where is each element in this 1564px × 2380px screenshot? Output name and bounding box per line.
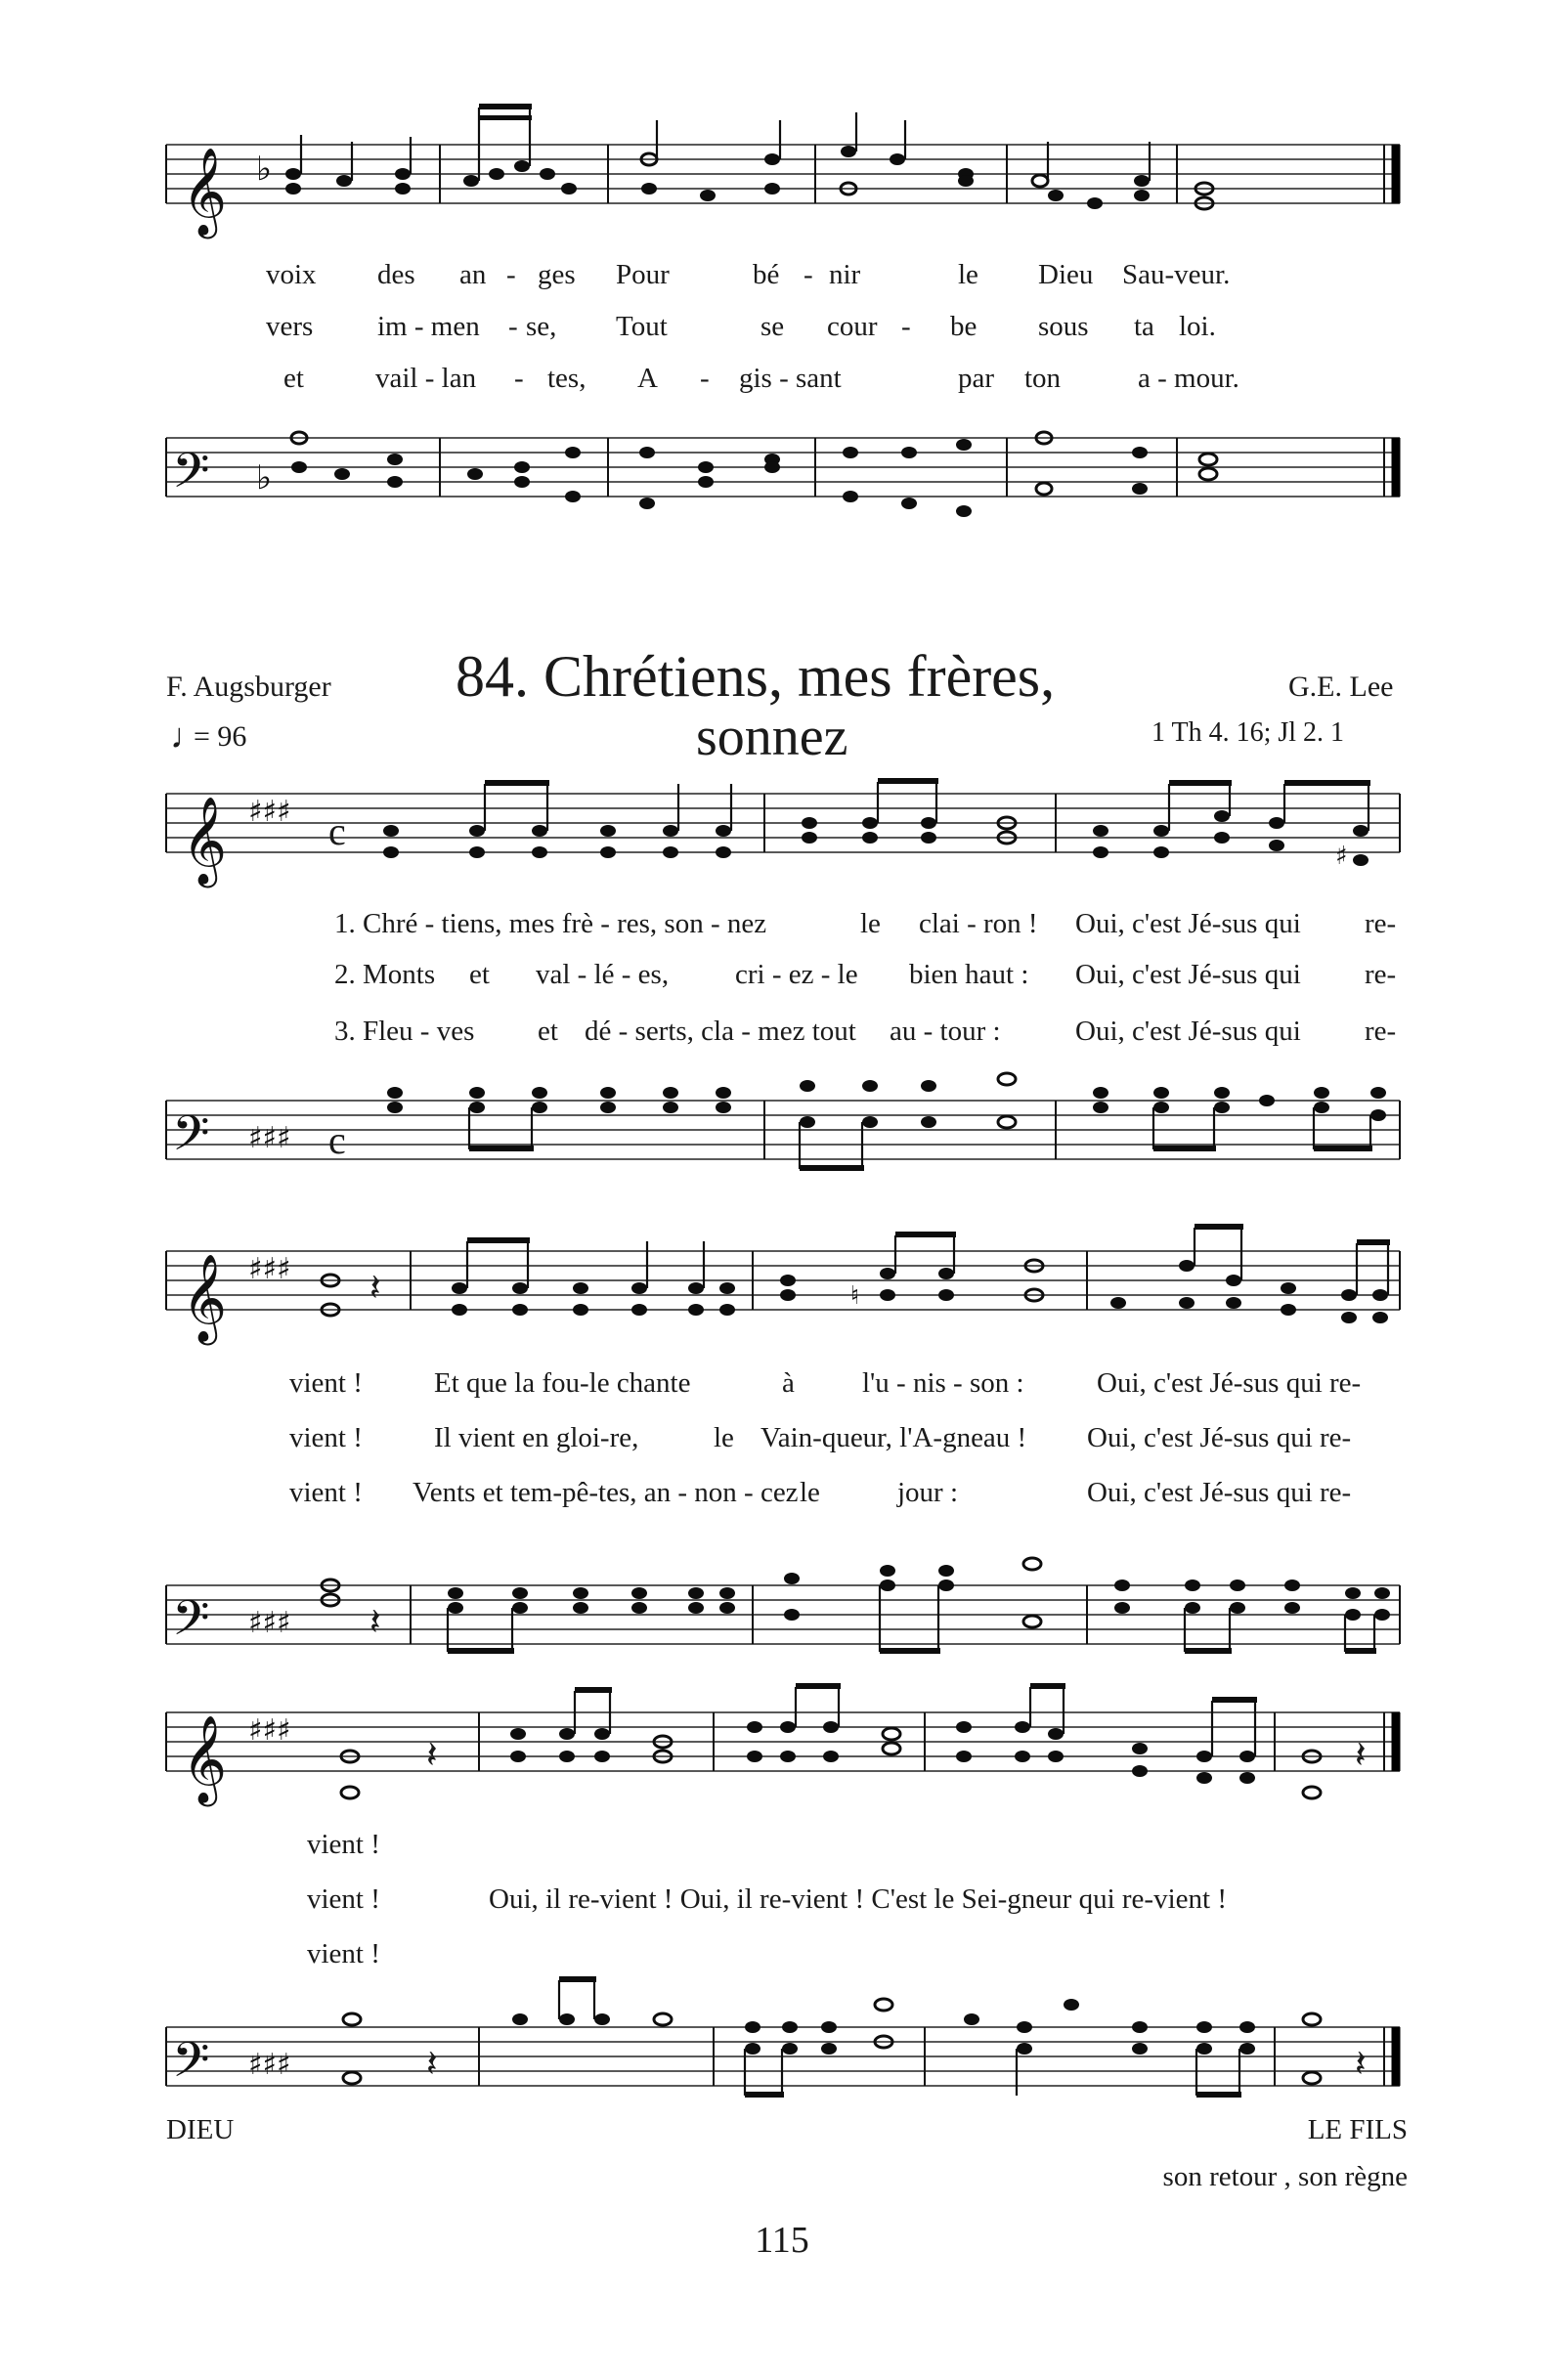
prev-lyric-2: [266, 311, 1216, 342]
lyric-syllable: vient !: [289, 1367, 363, 1399]
lyric-syllable: vers: [266, 311, 314, 342]
lyric-syllable: Sau-veur.: [1122, 259, 1231, 290]
common-time-icon: c: [328, 809, 346, 853]
lyric-syllable: 1. Chré - tiens, mes frè - res, son - nez: [334, 908, 767, 939]
lyric-syllable: Oui, c'est Jé-sus qui re-: [1087, 1477, 1352, 1508]
s2-bass-notes: [322, 1558, 1390, 1654]
lyric-syllable: des: [377, 259, 415, 290]
flat-icon: ♭: [256, 458, 273, 498]
composer-credit: F. Augsburger: [166, 671, 331, 703]
lyric-syllable: val - lé - es,: [536, 959, 670, 990]
page-number: 115: [755, 2220, 809, 2261]
lyric-syllable: l'u - nis - son :: [862, 1367, 1024, 1399]
lyric-syllable: Il vient en gloi-re,: [434, 1422, 639, 1453]
key-signature-sharps: ♯♯♯: [248, 1606, 291, 1640]
author-credit: G.E. Lee: [1288, 671, 1394, 703]
lyric-syllable: le: [860, 908, 881, 939]
lyric-syllable: -: [901, 311, 911, 342]
lyric-syllable: se: [760, 311, 785, 342]
lyric-syllable: -: [514, 363, 524, 394]
lyric-syllable: le: [714, 1422, 734, 1453]
lyric-syllable: Oui, c'est Jé-sus qui: [1075, 1016, 1301, 1047]
lyric-syllable: Oui, c'est Jé-sus qui: [1075, 959, 1301, 990]
lyric-syllable: et: [538, 1016, 558, 1047]
lyric-syllable: re-: [1365, 1016, 1397, 1047]
key-signature-sharps: ♯♯♯: [248, 1252, 291, 1286]
category-left: DIEU: [166, 2114, 235, 2145]
lyric-syllable: Oui, c'est Jé-sus qui re-: [1097, 1367, 1362, 1399]
bass-clef-icon: 𝄢: [172, 1590, 210, 1659]
lyric-syllable: 3. Fleu - ves: [334, 1016, 475, 1047]
lyric-syllable: et: [283, 363, 304, 394]
prev-bass-staff: [166, 438, 1400, 497]
lyric-syllable: se,: [526, 311, 557, 342]
s1-lyric-verse-2: [334, 959, 1396, 990]
s2-lyric-verse-1: [289, 1367, 1361, 1399]
common-time-icon: c: [328, 1118, 346, 1162]
lyric-syllable: a - mour.: [1138, 363, 1239, 394]
treble-clef-icon: 𝄞: [182, 1715, 228, 1803]
lyric-syllable: -: [804, 259, 813, 290]
prev-bass-notes: [291, 432, 1217, 517]
lyric-syllable: -: [508, 311, 518, 342]
lyric-syllable: Oui, c'est Jé-sus qui re-: [1087, 1422, 1352, 1453]
lyric-syllable: be: [950, 311, 978, 342]
lyric-syllable: Vain-queur, l'A-gneau !: [760, 1422, 1027, 1453]
lyric-syllable: Vents et tem-pê-tes, an - non - cez: [413, 1477, 799, 1508]
lyric-syllable: re-: [1365, 959, 1397, 990]
lyric-syllable: gis - sant: [739, 363, 842, 394]
lyric-syllable: nir: [829, 259, 861, 290]
s3-vient-1: vient !: [307, 1829, 380, 1860]
bass-clef-icon: 𝄢: [172, 443, 210, 511]
lyric-syllable: 2. Monts: [334, 959, 436, 990]
quarter-rest-icon: 𝄽: [369, 1268, 381, 1309]
lyric-syllable: loi.: [1179, 311, 1216, 342]
hymn-title: 84. Chrétiens, mes frères,: [456, 644, 1056, 709]
lyric-syllable: vient !: [289, 1422, 363, 1453]
lyric-syllable: Et que la fou-le chante: [434, 1367, 691, 1399]
s2-lyrics: [289, 1367, 1361, 1508]
hymn-title-line2: sonnez: [696, 707, 848, 767]
lyric-syllable: Tout: [616, 311, 668, 342]
lyric-syllable: Dieu: [1038, 259, 1094, 290]
category-right: LE FILS: [1307, 2114, 1408, 2145]
lyric-syllable: an: [459, 259, 487, 290]
s3-treble-notes: [341, 1683, 1321, 1798]
s3-bass-notes: [343, 1976, 1321, 2098]
lyric-syllable: re-: [1365, 908, 1397, 939]
lyric-syllable: vient !: [289, 1477, 363, 1508]
flat-icon: ♭: [256, 150, 273, 189]
lyric-syllable: ges: [538, 259, 576, 290]
lyric-syllable: le: [800, 1477, 820, 1508]
quarter-rest-icon: 𝄽: [1355, 2044, 1367, 2085]
quarter-rest-icon: 𝄽: [1355, 1735, 1367, 1776]
lyric-syllable: Pour: [616, 259, 670, 290]
quarter-note-icon: ♩: [170, 716, 205, 756]
lyric-syllable: ton: [1024, 363, 1062, 394]
quarter-rest-icon: 𝄽: [426, 1735, 438, 1776]
s3-vient-2: vient !: [307, 1883, 380, 1915]
lyric-syllable: dé - serts, cla - mez tout: [585, 1016, 856, 1047]
s2-lyric-verse-3: [289, 1477, 1351, 1508]
treble-clef-icon: 𝄞: [182, 1254, 228, 1342]
s1-bass-notes: [387, 1073, 1386, 1171]
s3-refrain: Oui, il re-vient ! Oui, il re-vient ! C'est le Sei-gneur qui re-vient !: [489, 1883, 1227, 1915]
lyric-syllable: et: [469, 959, 490, 990]
lyric-syllable: sous: [1038, 311, 1089, 342]
lyric-syllable: cour: [827, 311, 878, 342]
s3-lyrics: [307, 1829, 1227, 1969]
key-signature-sharps: ♯♯♯: [248, 795, 291, 829]
lyric-syllable: clai - ron !: [919, 908, 1038, 939]
lyric-syllable: -: [700, 363, 710, 394]
lyric-syllable: par: [958, 363, 995, 394]
subcategory-right: son retour , son règne: [1162, 2161, 1408, 2192]
quarter-rest-icon: 𝄽: [369, 1602, 381, 1643]
key-signature-sharps: ♯♯♯: [248, 2048, 291, 2082]
lyric-syllable: A: [637, 363, 658, 394]
key-signature-sharps: ♯♯♯: [248, 1121, 291, 1155]
tempo-marking: = 96: [194, 720, 247, 753]
s1-lyrics: [334, 908, 1396, 1047]
lyric-syllable: -: [506, 259, 516, 290]
s2-bass-staff: [166, 1585, 1400, 1644]
lyric-syllable: vail - lan: [375, 363, 477, 394]
s3-vient-3: vient !: [307, 1938, 380, 1969]
lyric-syllable: Oui, c'est Jé-sus qui: [1075, 908, 1301, 939]
key-signature-sharps: ♯♯♯: [248, 1713, 291, 1748]
natural-icon: ♮: [850, 1281, 860, 1311]
lyric-syllable: tes,: [547, 363, 586, 394]
lyric-syllable: ta: [1134, 311, 1154, 342]
prev-lyric-3: [283, 363, 1239, 394]
lyric-syllable: le: [958, 259, 978, 290]
bass-clef-icon: 𝄢: [172, 2032, 210, 2100]
lyric-syllable: im - men: [377, 311, 480, 342]
s1-lyric-verse-3: [334, 1016, 1396, 1047]
prev-lyrics: [266, 259, 1239, 394]
lyric-syllable: bé: [753, 259, 780, 290]
quarter-rest-icon: 𝄽: [426, 2044, 438, 2085]
s2-lyric-verse-2: [289, 1422, 1351, 1453]
s1-lyric-verse-1: [334, 908, 1396, 939]
lyric-syllable: bien haut :: [909, 959, 1029, 990]
treble-clef-icon: 𝄞: [182, 148, 228, 236]
bass-clef-icon: 𝄢: [172, 1105, 210, 1174]
lyric-syllable: au - tour :: [890, 1016, 1001, 1047]
lyric-syllable: jour :: [897, 1477, 959, 1508]
lyric-syllable: voix: [266, 259, 317, 290]
scripture-reference: 1 Th 4. 16; Jl 2. 1: [1151, 717, 1345, 748]
lyric-syllable: à: [782, 1367, 795, 1399]
lyric-syllable: cri - ez - le: [735, 959, 858, 990]
prev-treble-notes: [285, 104, 1213, 209]
sharp-icon: ♯: [1335, 842, 1348, 871]
s1-treble-staff: [166, 794, 1400, 852]
prev-lyric-1: [266, 259, 1230, 290]
treble-clef-icon: 𝄞: [182, 797, 228, 885]
